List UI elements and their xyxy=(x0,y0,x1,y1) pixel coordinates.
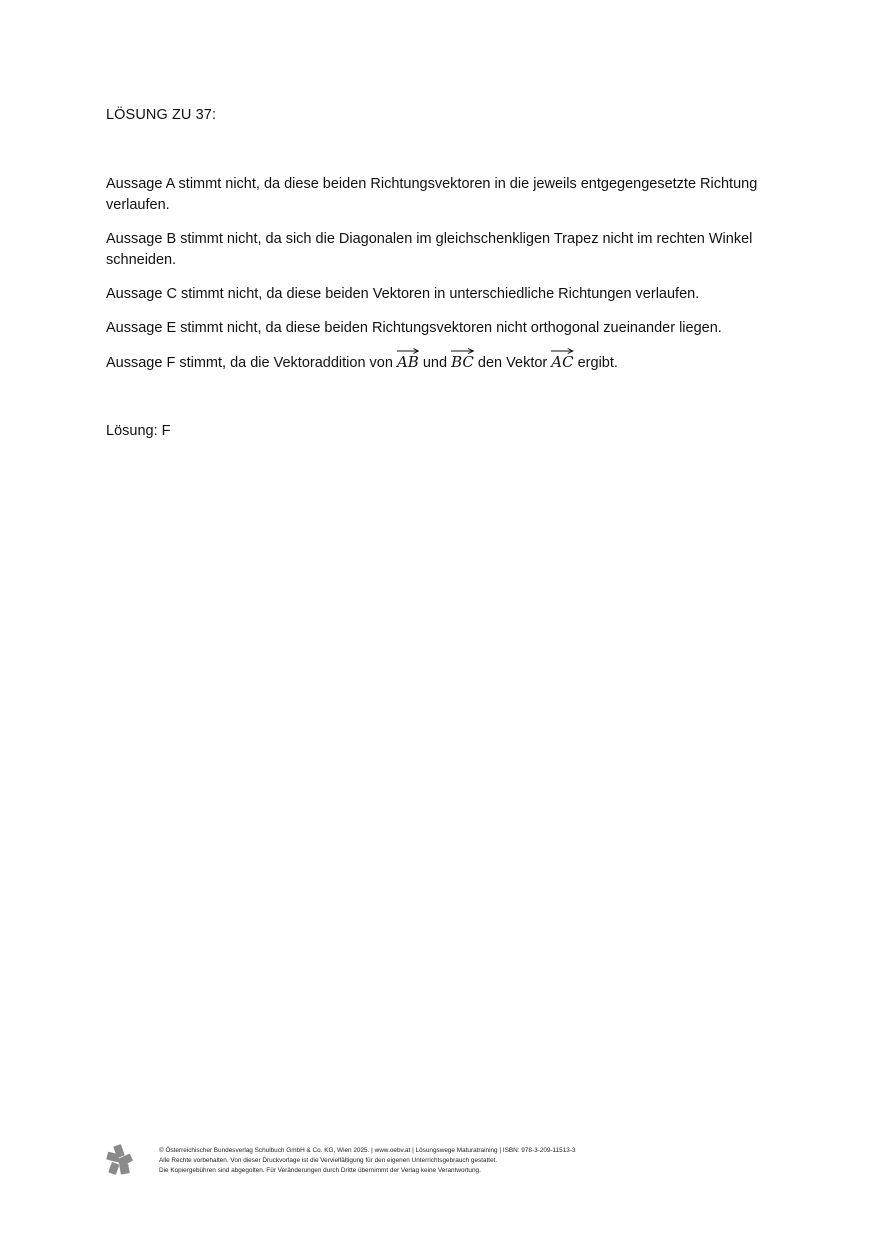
vector-arrow-icon xyxy=(397,348,419,354)
vector-bc xyxy=(451,352,474,370)
statement-f-suffix: ergibt. xyxy=(577,355,618,371)
statement-list xyxy=(106,174,796,387)
statement-b: Aussage B stimmt nicht, da sich die Diagonalen im gleichschenkligen Trapez nicht im rechten Winkel schneiden. xyxy=(106,231,753,268)
copyright-line-1: © Österreichischer Bundesverlag Schulbuch GmbH & Co. KG, Wien 2025. | www.oebv.at | Lösungswege Maturatraining | ISBN: 978-3-209-11513-3 xyxy=(159,1147,576,1154)
vector-ab-label: AB xyxy=(396,353,419,371)
vector-arrow-icon xyxy=(451,348,474,354)
statement-f-prefix: Aussage F stimmt, da die Vektoraddition von xyxy=(106,355,393,371)
page-title: LÖSUNG ZU 37: xyxy=(106,107,217,123)
statement-f-mid: den Vektor xyxy=(477,355,548,371)
statement-c: Aussage C stimmt nicht, da diese beiden Vektoren in unterschiedliche Richtungen verlaufen. xyxy=(106,286,700,302)
vector-ab xyxy=(397,352,419,370)
statement-f-conj: und xyxy=(422,355,448,371)
vector-ac-label: AC xyxy=(551,353,574,371)
copyright-line-2: Alle Rechte vorbehalten. Von dieser Druckvorlage ist die Vervielfältigung für den eigenen Unterrichtsgebrauch gestattet. xyxy=(159,1157,498,1164)
statement-f xyxy=(106,352,796,374)
vector-ac xyxy=(551,352,573,370)
statement-a: Aussage A stimmt nicht, da diese beiden Richtungsvektoren in die jeweils entgegengesetzte Richtung verlaufen. xyxy=(106,176,758,213)
oebv-logo-icon xyxy=(104,1144,136,1176)
vector-arrow-icon xyxy=(551,348,573,354)
copyright-notice xyxy=(159,1146,576,1176)
copyright-line-3: Die Kopiergebühren sind abgegolten. Für Veränderungen durch Dritte übernimmt der Verlag keine Verantwortung. xyxy=(159,1167,481,1174)
footer xyxy=(104,1144,804,1178)
solution-answer: Lösung: F xyxy=(106,423,171,439)
vector-bc-label: BC xyxy=(451,353,474,371)
statement-e: Aussage E stimmt nicht, da diese beiden Richtungsvektoren nicht orthogonal zueinander liegen. xyxy=(106,320,722,336)
